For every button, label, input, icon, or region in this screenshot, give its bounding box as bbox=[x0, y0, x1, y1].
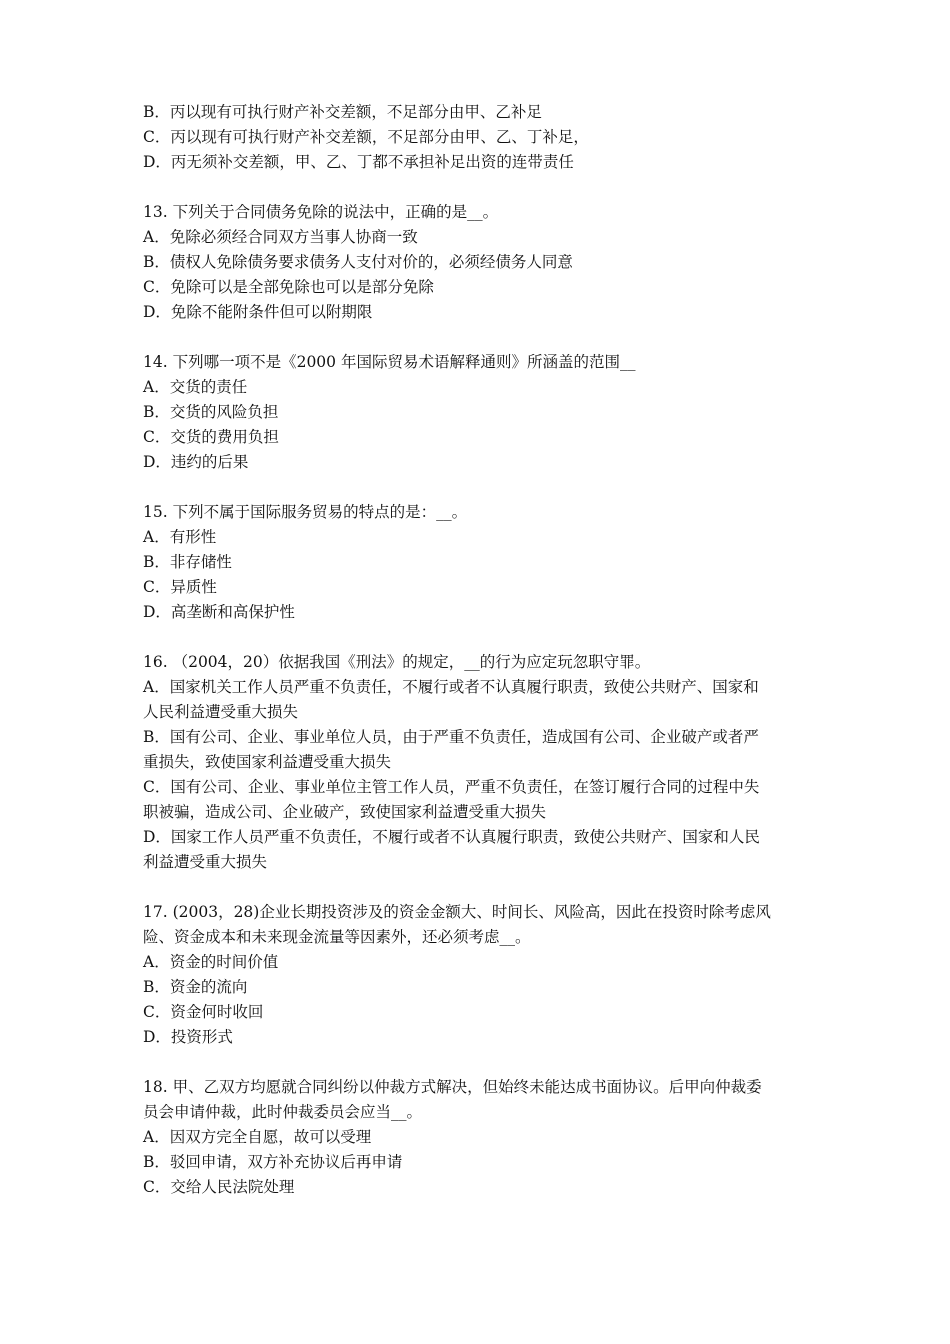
option-a-q17: A．资金的时间价值 bbox=[143, 953, 279, 971]
question-18-cont: 员会申请仲裁，此时仲裁委员会应当__。 bbox=[143, 1103, 423, 1121]
option-b-q18: B．驳回申请，双方补充协议后再申请 bbox=[143, 1153, 403, 1171]
option-b-q16-cont: 重损失，致使国家利益遭受重大损失 bbox=[143, 753, 392, 771]
option-d-q16-cont: 利益遭受重大损失 bbox=[143, 853, 268, 871]
spacer bbox=[143, 625, 815, 650]
option-b-q12: B．丙以现有可执行财产补交差额，不足部分由甲、乙补足 bbox=[143, 103, 542, 121]
question-15: 15. 下列不属于国际服务贸易的特点的是：__。 bbox=[143, 503, 468, 521]
option-a-q18: A．因双方完全自愿，故可以受理 bbox=[143, 1128, 372, 1146]
option-d-q14: D．违约的后果 bbox=[143, 453, 249, 471]
option-b-q16: B．国有公司、企业、事业单位人员，由于严重不负责任，造成国有公司、企业破产或者严 bbox=[143, 728, 759, 746]
spacer bbox=[143, 1050, 815, 1075]
option-d-q16: D．国家工作人员严重不负责任，不履行或者不认真履行职责，致使公共财产、国家和人民 bbox=[143, 828, 760, 846]
option-d-q17: D．投资形式 bbox=[143, 1028, 233, 1046]
option-c-q18: C．交给人民法院处理 bbox=[143, 1178, 295, 1196]
question-18: 18. 甲、乙双方均愿就合同纠纷以仲裁方式解决，但始终未能达成书面协议。后甲向仲裁委 bbox=[143, 1078, 762, 1096]
option-a-q16-cont: 人民利益遭受重大损失 bbox=[143, 703, 299, 721]
option-b-q14: B．交货的风险负担 bbox=[143, 403, 279, 421]
spacer bbox=[143, 475, 815, 500]
question-14: 14. 下列哪一项不是《2000 年国际贸易术语解释通则》所涵盖的范围__ bbox=[143, 353, 636, 371]
option-c-q13: C．免除可以是全部免除也可以是部分免除 bbox=[143, 278, 434, 296]
option-a-q16: A．国家机关工作人员严重不负责任，不履行或者不认真履行职责，致使公共财产、国家和 bbox=[143, 678, 759, 696]
option-c-q16: C．国有公司、企业、事业单位主管工作人员，严重不负责任，在签订履行合同的过程中失 bbox=[143, 778, 760, 796]
question-16: 16. （2004，20）依据我国《刑法》的规定，__的行为应定玩忽职守罪。 bbox=[143, 653, 651, 671]
spacer bbox=[143, 875, 815, 900]
option-c-q16-cont: 职被骗，造成公司、企业破产，致使国家利益遭受重大损失 bbox=[143, 803, 547, 821]
document-body bbox=[143, 100, 815, 1200]
option-b-q17: B．资金的流向 bbox=[143, 978, 248, 996]
option-d-q15: D．高垄断和高保护性 bbox=[143, 603, 295, 621]
option-a-q15: A．有形性 bbox=[143, 528, 217, 546]
option-c-q14: C．交货的费用负担 bbox=[143, 428, 279, 446]
option-d-q12: D．丙无须补交差额，甲、乙、丁都不承担补足出资的连带责任 bbox=[143, 153, 574, 171]
question-17-cont: 险、资金成本和未来现金流量等因素外，还必须考虑__。 bbox=[143, 928, 531, 946]
option-c-q17: C．资金何时收回 bbox=[143, 1003, 264, 1021]
option-a-q13: A．免除必须经合同双方当事人协商一致 bbox=[143, 228, 418, 246]
option-a-q14: A．交货的责任 bbox=[143, 378, 248, 396]
option-c-q15: C．异质性 bbox=[143, 578, 217, 596]
question-17: 17. (2003，28)企业长期投资涉及的资金金额大、时间长、风险高，因此在投资时除考虑风 bbox=[143, 903, 771, 921]
option-b-q13: B．债权人免除债务要求债务人支付对价的，必须经债务人同意 bbox=[143, 253, 573, 271]
option-c-q12: C．丙以现有可执行财产补交差额，不足部分由甲、乙、丁补足， bbox=[143, 128, 589, 146]
option-d-q13: D．免除不能附条件但可以附期限 bbox=[143, 303, 373, 321]
spacer bbox=[143, 325, 815, 350]
spacer bbox=[143, 175, 815, 200]
option-b-q15: B．非存储性 bbox=[143, 553, 232, 571]
question-13: 13. 下列关于合同债务免除的说法中，正确的是__。 bbox=[143, 203, 499, 221]
